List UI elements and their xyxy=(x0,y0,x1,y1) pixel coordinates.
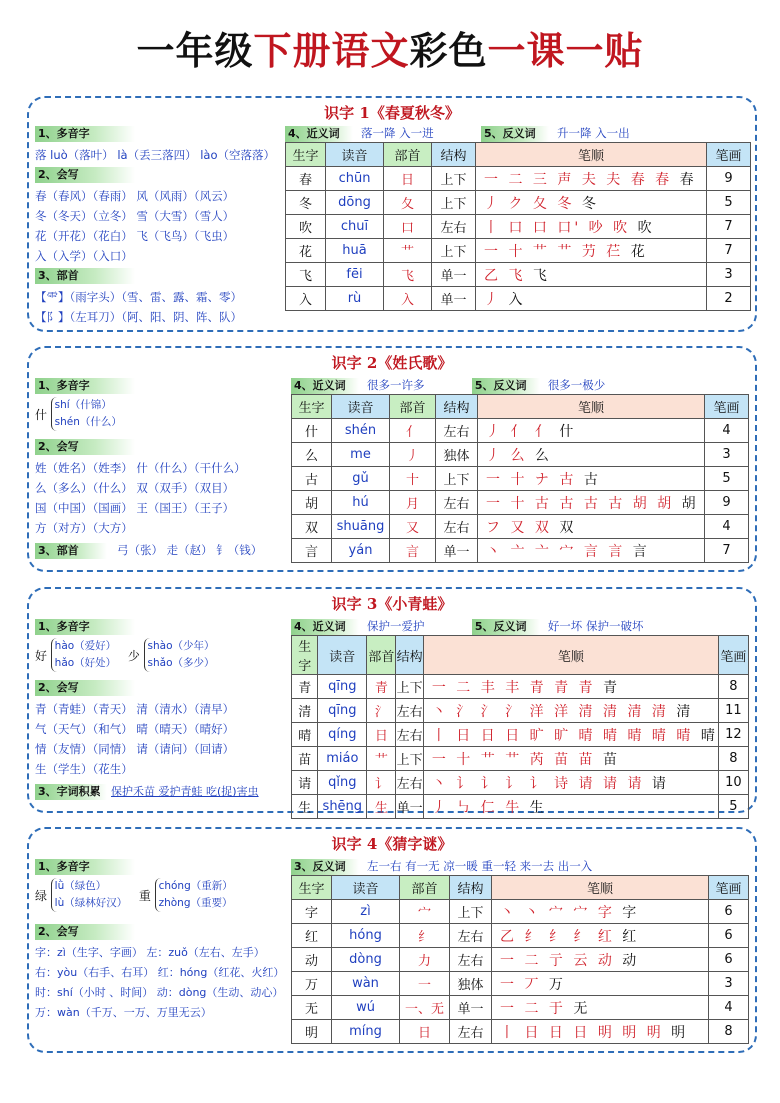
lesson-4-card xyxy=(27,827,757,1053)
structure-cell: 左右 xyxy=(432,215,476,239)
radical-cell: 宀 xyxy=(400,900,450,924)
col-header: 笔顺 xyxy=(492,876,709,900)
table-row xyxy=(292,443,749,467)
structure-cell: 上下 xyxy=(436,467,478,491)
stroke-count-cell: 5 xyxy=(705,467,749,491)
huixie-line: 气（天气）（和气） 晴（晴天）（晴好） xyxy=(35,722,235,736)
table-header-row xyxy=(292,395,749,419)
structure-cell: 上下 xyxy=(396,747,423,771)
stroke-order-cell: 丨 日 日 日 明 明 明 明 xyxy=(492,1020,709,1044)
duoyin-item: lù（绿林好汉） xyxy=(54,897,128,909)
radical-cell: 入 xyxy=(384,287,432,311)
radical-cell: 纟 xyxy=(400,924,450,948)
radical-cell: 青 xyxy=(367,675,396,699)
structure-cell: 单一 xyxy=(396,795,423,819)
stroke-order-cell: 一 二 于 无 xyxy=(492,996,709,1020)
structure-cell: 左右 xyxy=(450,924,492,948)
stroke-count-cell: 3 xyxy=(707,263,751,287)
stroke-order-cell: 乙 飞 飞 xyxy=(476,263,707,287)
col-header: 部首 xyxy=(367,636,396,675)
pinyin-cell: gǔ xyxy=(332,467,390,491)
structure-cell: 上下 xyxy=(396,675,423,699)
char-cell: 晴 xyxy=(292,723,318,747)
tag-bushou: 3、部首 xyxy=(35,543,107,559)
col-header: 部首 xyxy=(400,876,450,900)
lesson-title: 识字 4《猜字谜》 xyxy=(331,835,453,853)
lesson-title: 识字 1《春夏秋冬》 xyxy=(324,104,460,122)
radical-cell: 力 xyxy=(400,948,450,972)
jinyi-text: 落一降 入一进 xyxy=(361,126,434,140)
fanyi-text: 左一右 有一无 凉一暖 重一轻 来一去 出一入 xyxy=(367,859,593,873)
char-table xyxy=(291,394,749,563)
duoyin-item: shén（什么） xyxy=(54,416,122,428)
stroke-order-cell: 一 丆 万 xyxy=(492,972,709,996)
huixie-line: 时：shí（小时 、时间） 动：dòng（生动、动心） xyxy=(35,986,284,999)
stroke-order-cell: 丿 亻 亻 什 xyxy=(478,419,705,443)
table-row xyxy=(286,263,751,287)
stroke-order-cell: フ 又 双 双 xyxy=(478,515,705,539)
table-row xyxy=(286,191,751,215)
structure-cell: 上下 xyxy=(432,191,476,215)
table-row xyxy=(292,747,749,771)
radical-cell: 讠 xyxy=(367,771,396,795)
structure-cell: 左右 xyxy=(396,699,423,723)
char-cell: 请 xyxy=(292,771,318,795)
col-header: 结构 xyxy=(432,143,476,167)
col-header: 结构 xyxy=(396,636,423,675)
radical-cell: 月 xyxy=(390,491,436,515)
tag-fanyi: 3、反义词 xyxy=(291,859,359,875)
lesson-title: 识字 2《姓氏歌》 xyxy=(331,354,453,372)
huixie-line: 万：wàn（千万、一万、万里无云） xyxy=(35,1006,212,1019)
char-cell: 无 xyxy=(292,996,332,1020)
char-cell: 吹 xyxy=(286,215,326,239)
stroke-count-cell: 4 xyxy=(705,515,749,539)
pinyin-cell: qǐng xyxy=(318,771,367,795)
table-row xyxy=(292,900,749,924)
tag-fanyi: 5、反义词 xyxy=(481,126,549,142)
pinyin-cell: huā xyxy=(326,239,384,263)
radical-cell: 氵 xyxy=(367,699,396,723)
duoyin-item: lǜ（绿色） xyxy=(54,880,107,892)
char-cell: 双 xyxy=(292,515,332,539)
duoyin-item: shǎo（多少） xyxy=(147,657,215,669)
char-cell: 入 xyxy=(286,287,326,311)
pinyin-cell: me xyxy=(332,443,390,467)
stroke-order-cell: 丶 亠 亠 宀 言 言 言 xyxy=(478,539,705,563)
duoyin-char: 好 xyxy=(35,648,48,663)
radical-cell: 丿 xyxy=(390,443,436,467)
col-header: 读音 xyxy=(326,143,384,167)
tag-jinyi: 4、近义词 xyxy=(291,619,359,635)
fanyi-text: 升一降 入一出 xyxy=(556,126,630,140)
col-header: 结构 xyxy=(436,395,478,419)
col-header: 结构 xyxy=(450,876,492,900)
stroke-count-cell: 7 xyxy=(705,539,749,563)
structure-cell: 单一 xyxy=(432,263,476,287)
radical-cell: 一、无 xyxy=(400,996,450,1020)
stroke-order-cell: 一 二 丰 丰 青 青 青 青 xyxy=(423,675,718,699)
radical-cell: 一 xyxy=(400,972,450,996)
table-row xyxy=(292,924,749,948)
stroke-count-cell: 12 xyxy=(718,723,748,747)
char-cell: 言 xyxy=(292,539,332,563)
stroke-order-cell: 一 二 三 声 夫 夫 春 春 春 xyxy=(476,167,707,191)
radical-cell: 亻 xyxy=(390,419,436,443)
pinyin-cell: dōng xyxy=(326,191,384,215)
huixie-line: 冬（冬天）（立冬） 雪（大雪）（雪人） xyxy=(35,209,235,223)
duoyin-item: zhòng（重要） xyxy=(158,897,233,909)
huixie-line: 么（多么）（什么） 双（双手）（双目） xyxy=(35,481,235,495)
table-row xyxy=(286,215,751,239)
stroke-count-cell: 8 xyxy=(718,675,748,699)
table-row xyxy=(292,996,749,1020)
tag-huixie: 2、会写 xyxy=(35,439,135,455)
stroke-count-cell: 9 xyxy=(707,167,751,191)
col-header: 生字 xyxy=(292,876,332,900)
col-header: 读音 xyxy=(318,636,367,675)
pinyin-cell: shuāng xyxy=(332,515,390,539)
pinyin-cell: hóng xyxy=(332,924,400,948)
char-cell: 青 xyxy=(292,675,318,699)
radical-cell: 夂 xyxy=(384,191,432,215)
radical-cell: 又 xyxy=(390,515,436,539)
stroke-order-cell: 丶 丶 宀 宀 字 字 xyxy=(492,900,709,924)
duoyin-char: 什 xyxy=(35,407,48,422)
col-header: 笔顺 xyxy=(423,636,718,675)
huixie-line: 国（中国）（国画） 王（国王）（王子） xyxy=(35,501,235,515)
structure-cell: 独体 xyxy=(436,443,478,467)
char-cell: 万 xyxy=(292,972,332,996)
col-header: 笔画 xyxy=(707,143,751,167)
stroke-order-cell: 丶 讠 讠 讠 讠 诗 请 请 请 请 xyxy=(423,771,718,795)
lesson-2-card xyxy=(27,346,757,572)
stroke-order-cell: 丨 口 口 口' 吵 吹 吹 xyxy=(476,215,707,239)
stroke-count-cell: 8 xyxy=(718,747,748,771)
col-header: 生字 xyxy=(292,395,332,419)
duoyin-item: hǎo（好处） xyxy=(54,657,117,669)
col-header: 读音 xyxy=(332,876,400,900)
col-header: 笔画 xyxy=(709,876,749,900)
duoyin-group xyxy=(35,878,287,922)
duoyin-line: 落 luò（落叶） là（丢三落四） lào（空落落） xyxy=(35,148,276,162)
table-row xyxy=(292,467,749,491)
col-header: 部首 xyxy=(390,395,436,419)
table-row xyxy=(292,515,749,539)
char-table xyxy=(291,875,749,1044)
huixie-line: 右：yòu（右手、右耳） 红：hóng（红花、火红） xyxy=(35,966,285,979)
col-header: 笔画 xyxy=(718,636,748,675)
table-header-row xyxy=(292,876,749,900)
table-row xyxy=(292,539,749,563)
pinyin-cell: shén xyxy=(332,419,390,443)
char-cell: 字 xyxy=(292,900,332,924)
pinyin-cell: hú xyxy=(332,491,390,515)
structure-cell: 上下 xyxy=(450,900,492,924)
radical-cell: 十 xyxy=(390,467,436,491)
col-header: 读音 xyxy=(332,395,390,419)
title-part-4: 一课一贴 xyxy=(487,28,644,73)
radical-cell: 口 xyxy=(384,215,432,239)
pinyin-cell: qīng xyxy=(318,699,367,723)
stroke-count-cell: 5 xyxy=(707,191,751,215)
pinyin-cell: yán xyxy=(332,539,390,563)
stroke-order-cell: 丿 入 xyxy=(476,287,707,311)
pinyin-cell: wú xyxy=(332,996,400,1020)
stroke-count-cell: 5 xyxy=(718,795,748,819)
col-header: 笔顺 xyxy=(478,395,705,419)
structure-cell: 单一 xyxy=(450,996,492,1020)
structure-cell: 左右 xyxy=(436,419,478,443)
duoyin-group xyxy=(35,638,287,678)
radical-cell: 艹 xyxy=(367,747,396,771)
char-table xyxy=(291,635,749,819)
char-cell: 胡 xyxy=(292,491,332,515)
tag-huixie: 2、会写 xyxy=(35,680,135,696)
char-cell: 苗 xyxy=(292,747,318,771)
col-header: 生字 xyxy=(292,636,318,675)
bushou-line: 【阝】（左耳刀）（阿、阳、阴、阵、队） xyxy=(35,310,242,324)
tag-duoyin: 1、多音字 xyxy=(35,859,135,875)
table-row xyxy=(292,675,749,699)
fanyi-text: 好一坏 保护一破坏 xyxy=(547,619,644,633)
stroke-count-cell: 10 xyxy=(718,771,748,795)
table-row xyxy=(292,771,749,795)
tag-fanyi: 5、反义词 xyxy=(472,619,540,635)
pinyin-cell: wàn xyxy=(332,972,400,996)
pinyin-cell: shēng xyxy=(318,795,367,819)
stroke-count-cell: 4 xyxy=(709,996,749,1020)
stroke-count-cell: 9 xyxy=(705,491,749,515)
char-cell: 明 xyxy=(292,1020,332,1044)
pinyin-cell: dòng xyxy=(332,948,400,972)
radical-cell: 飞 xyxy=(384,263,432,287)
table-header-row xyxy=(292,636,749,675)
stroke-count-cell: 6 xyxy=(709,924,749,948)
stroke-count-cell: 11 xyxy=(718,699,748,723)
structure-cell: 左右 xyxy=(450,1020,492,1044)
huixie-line: 字：zì（生字、字画） 左：zuǒ（左右、左手） xyxy=(35,946,265,959)
pinyin-cell: chuī xyxy=(326,215,384,239)
stroke-count-cell: 6 xyxy=(709,948,749,972)
duoyin-char: 少 xyxy=(127,648,140,663)
char-cell: 清 xyxy=(292,699,318,723)
stroke-order-cell: 丶 氵 氵 氵 洋 洋 清 清 清 清 清 xyxy=(423,699,718,723)
huixie-line: 方（对方）（大方） xyxy=(35,521,133,535)
structure-cell: 左右 xyxy=(436,491,478,515)
huixie-line: 姓（姓名）（姓李） 什（什么）（干什么） xyxy=(35,461,246,475)
duoyin-char: 绿 xyxy=(35,888,48,903)
huixie-line: 入（入学）（入口） xyxy=(35,249,133,263)
char-cell: 飞 xyxy=(286,263,326,287)
lesson-title: 识字 3《小青蛙》 xyxy=(331,595,453,613)
pinyin-cell: rù xyxy=(326,287,384,311)
col-header: 部首 xyxy=(384,143,432,167)
huixie-line: 情（友情）（同情） 请（请问）（回请） xyxy=(35,742,235,756)
structure-cell: 单一 xyxy=(432,287,476,311)
tag-duoyin: 1、多音字 xyxy=(35,378,135,394)
stroke-order-cell: 丿 ク 夂 冬 冬 xyxy=(476,191,707,215)
structure-cell: 单一 xyxy=(436,539,478,563)
table-row xyxy=(292,795,749,819)
structure-cell: 左右 xyxy=(436,515,478,539)
radical-cell: 生 xyxy=(367,795,396,819)
tag-jinyi: 4、近义词 xyxy=(285,126,353,142)
stroke-count-cell: 4 xyxy=(705,419,749,443)
stroke-order-cell: 丿 ㇉ 仁 牛 生 xyxy=(423,795,718,819)
lesson-1-card xyxy=(27,96,757,332)
col-header: 笔顺 xyxy=(476,143,707,167)
stroke-order-cell: 一 二 亍 云 动 动 xyxy=(492,948,709,972)
radical-cell: 言 xyxy=(390,539,436,563)
col-header: 生字 xyxy=(286,143,326,167)
jilei-line: 保护禾苗 爱护青蛙 吃(捉)害虫 xyxy=(111,785,259,798)
table-row xyxy=(292,491,749,515)
stroke-order-cell: 一 十 艹 艹 芀 芢 花 xyxy=(476,239,707,263)
title-part-3: 彩色 xyxy=(409,28,488,73)
pinyin-cell: qīng xyxy=(318,675,367,699)
duoyin-char: 重 xyxy=(138,888,151,903)
tag-duoyin: 1、多音字 xyxy=(35,619,135,635)
duoyin-item: hào（爱好） xyxy=(54,640,117,652)
tag-huixie: 2、会写 xyxy=(35,167,135,183)
jinyi-text: 保护一爱护 xyxy=(367,619,425,633)
char-cell: 动 xyxy=(292,948,332,972)
structure-cell: 上下 xyxy=(432,167,476,191)
table-header-row xyxy=(286,143,751,167)
char-cell: 红 xyxy=(292,924,332,948)
structure-cell: 独体 xyxy=(450,972,492,996)
structure-cell: 左右 xyxy=(450,948,492,972)
stroke-order-cell: 一 十 艹 艹 芮 苗 苗 苗 xyxy=(423,747,718,771)
title-part-2: 下册语文 xyxy=(253,28,410,73)
huixie-line: 生（学生）（花生） xyxy=(35,762,133,776)
col-header: 笔画 xyxy=(705,395,749,419)
char-cell: 冬 xyxy=(286,191,326,215)
table-row xyxy=(292,972,749,996)
char-cell: 春 xyxy=(286,167,326,191)
tag-duoyin: 1、多音字 xyxy=(35,126,135,142)
tag-huixie: 2、会写 xyxy=(35,924,135,940)
pinyin-cell: chūn xyxy=(326,167,384,191)
stroke-count-cell: 7 xyxy=(707,215,751,239)
stroke-order-cell: 丿 么 么 xyxy=(478,443,705,467)
duoyin-item: chóng（重新） xyxy=(158,880,233,892)
radical-cell: 日 xyxy=(384,167,432,191)
table-row xyxy=(292,699,749,723)
structure-cell: 左右 xyxy=(396,771,423,795)
pinyin-cell: miáo xyxy=(318,747,367,771)
structure-cell: 上下 xyxy=(432,239,476,263)
fanyi-text: 很多一极少 xyxy=(547,378,606,392)
huixie-line: 青（青蛙）（青天） 清（清水）（清早） xyxy=(35,702,235,716)
stroke-order-cell: 丨 日 日 日 旷 旷 晴 晴 晴 晴 晴 晴 xyxy=(423,723,718,747)
duoyin-item: shào（少年） xyxy=(147,640,215,652)
page-title xyxy=(0,20,780,75)
pinyin-cell: qíng xyxy=(318,723,367,747)
stroke-order-cell: 一 十 古 古 古 古 胡 胡 胡 xyxy=(478,491,705,515)
tag-jilei: 3、字词积累 xyxy=(35,784,107,800)
duoyin-group xyxy=(35,397,287,437)
tag-bushou: 3、部首 xyxy=(35,268,135,284)
table-row xyxy=(286,239,751,263)
stroke-count-cell: 2 xyxy=(707,287,751,311)
table-row xyxy=(292,723,749,747)
lesson-3-card xyxy=(27,587,757,816)
stroke-count-cell: 7 xyxy=(707,239,751,263)
table-row xyxy=(292,1020,749,1044)
char-cell: 花 xyxy=(286,239,326,263)
table-row xyxy=(286,167,751,191)
char-cell: 生 xyxy=(292,795,318,819)
title-part-1: 一年级 xyxy=(136,28,254,73)
char-table xyxy=(285,142,751,311)
char-cell: 古 xyxy=(292,467,332,491)
bushou-line: 弓（张） 走（赵） 钅（钱） xyxy=(117,543,263,557)
stroke-count-cell: 3 xyxy=(705,443,749,467)
stroke-order-cell: 乙 纟 纟 纟 红 红 xyxy=(492,924,709,948)
huixie-line: 春（春风）（春雨） 风（风雨）（风云） xyxy=(35,189,235,203)
tag-fanyi: 5、反义词 xyxy=(472,378,540,394)
stroke-count-cell: 8 xyxy=(709,1020,749,1044)
structure-cell: 左右 xyxy=(396,723,423,747)
pinyin-cell: fēi xyxy=(326,263,384,287)
table-row xyxy=(286,287,751,311)
stroke-count-cell: 6 xyxy=(709,900,749,924)
radical-cell: 艹 xyxy=(384,239,432,263)
huixie-line: 花（开花）（花白） 飞（飞鸟）（飞虫） xyxy=(35,229,235,243)
pinyin-cell: zì xyxy=(332,900,400,924)
stroke-order-cell: 一 十 ナ 古 古 xyxy=(478,467,705,491)
tag-jinyi: 4、近义词 xyxy=(291,378,359,394)
pinyin-cell: míng xyxy=(332,1020,400,1044)
stroke-count-cell: 3 xyxy=(709,972,749,996)
char-cell: 什 xyxy=(292,419,332,443)
char-cell: 么 xyxy=(292,443,332,467)
table-row xyxy=(292,948,749,972)
table-row xyxy=(292,419,749,443)
duoyin-item: shí（什锦） xyxy=(54,399,112,411)
jinyi-text: 很多一许多 xyxy=(367,378,425,392)
bushou-line: 【⻗】（雨字头）（雪、雷、露、霜、零） xyxy=(35,290,242,304)
radical-cell: 日 xyxy=(367,723,396,747)
radical-cell: 日 xyxy=(400,1020,450,1044)
